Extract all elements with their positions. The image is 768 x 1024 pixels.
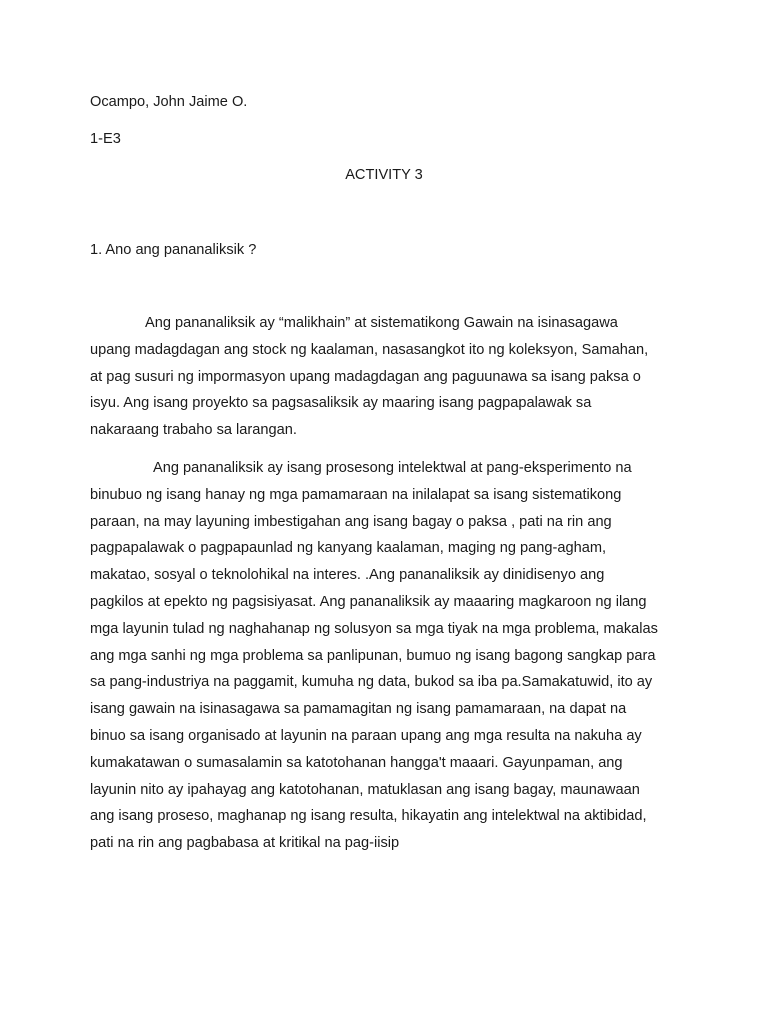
paragraph-line: kumakatawan o sumasalamin sa katotohanan hangga't maaari. Gayunpaman, ang — [90, 754, 623, 771]
paragraph-1 — [90, 310, 690, 444]
paragraph-line: paraan, na may layuning imbestigahan ang isang bagay o paksa , pati na rin ang — [90, 513, 612, 530]
paragraph-line: isyu. Ang isang proyekto sa pagsasaliksik ay maaring isang pagpapalawak sa — [90, 395, 592, 412]
paragraph-line: layunin nito ay ipahayag ang katotohanan, matuklasan ang isang bagay, maunawaan — [90, 781, 640, 798]
paragraph-line: ang isang proseso, maghanap ng isang resulta, hikayatin ang intelektwal na aktibidad, — [90, 808, 647, 825]
page-title: ACTIVITY 3 — [345, 167, 423, 183]
paragraph-line: Ang pananaliksik ay isang prosesong intelektwal at pang-eksperimento na — [153, 460, 632, 476]
section-code: 1-E3 — [90, 131, 121, 147]
paragraph-line: at pag susuri ng impormasyon upang madagdagan ang paguunawa sa isang paksa o — [90, 368, 641, 385]
paragraph-line: Ang pananaliksik ay “malikhain” at sistematikong Gawain na isinasagawa — [145, 315, 618, 331]
paragraph-line: pagpapalawak o pagpapaunlad ng kanyang kaalaman, maging ng pang-agham, — [90, 540, 607, 557]
paragraph-line: isang gawain na isinasagawa sa pamamagitan ng isang pamamaraan, na dapat na — [90, 701, 627, 718]
paragraph-line: sa pang-industriya na paggamit, kumuha ng data, bukod sa iba pa.Samakatuwid, ito ay — [90, 674, 653, 691]
paragraph-line: nakaraang trabaho sa larangan. — [90, 422, 297, 439]
paragraph-line: upang madagdagan ang stock ng kaalaman, nasasangkot ito ng koleksyon, Samahan, — [90, 341, 649, 358]
question-heading: 1. Ano ang pananaliksik ? — [90, 242, 257, 258]
paragraph-line: makatao, sosyal o teknolohikal na interes. .Ang pananaliksik ay dinidisenyo ang — [90, 567, 605, 584]
author-name: Ocampo, John Jaime O. — [90, 94, 248, 110]
paragraph-line: mga layunin tulad ng naghahanap ng solusyon sa mga tiyak na mga problema, makalas — [90, 620, 658, 637]
paragraph-line: ang mga sanhi ng mga problema sa panlipunan, bumuo ng isang bagong sangkap para — [90, 647, 656, 664]
paragraph-line: binuo sa isang organisado at layunin na paraan upang ang mga resulta na nakuha ay — [90, 727, 642, 744]
paragraph-2 — [90, 455, 690, 857]
paragraph-line: pati na rin ang pagbabasa at kritikal na pag-iisip — [90, 835, 400, 852]
paragraph-line: pagkilos at epekto ng pagsisiyasat. Ang pananaliksik ay maaaring magkaroon ng ilang — [90, 593, 647, 610]
paragraph-line: binubuo ng isang hanay ng mga pamamaraan na inilalapat sa isang sistematikong — [90, 486, 622, 503]
